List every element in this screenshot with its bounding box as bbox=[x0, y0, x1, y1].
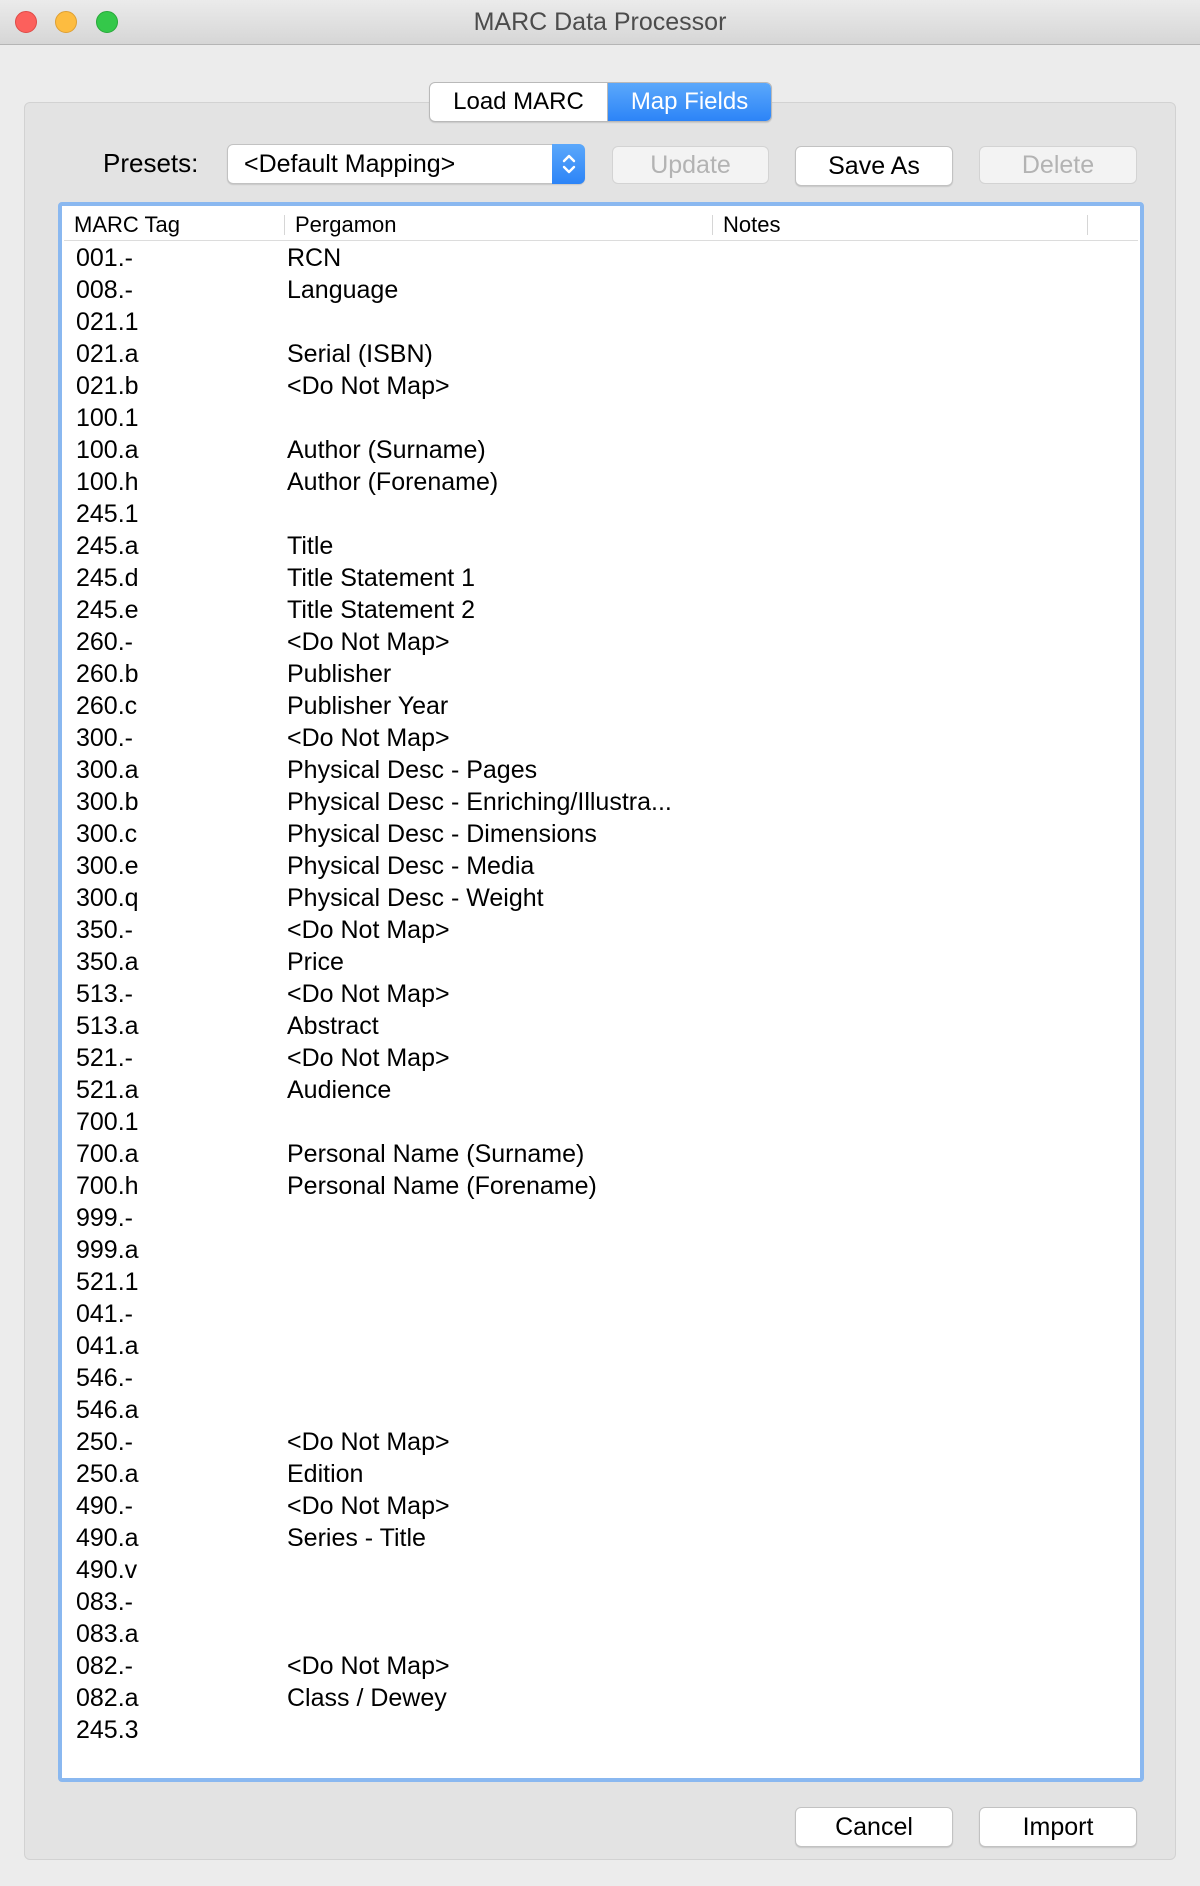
row-marc-tag: 700.1 bbox=[76, 1108, 139, 1136]
row-marc-tag: 260.b bbox=[76, 660, 139, 688]
row-marc-tag: 513.a bbox=[76, 1012, 139, 1040]
row-marc-tag: 083.- bbox=[76, 1588, 133, 1616]
row-pergamon-field: Audience bbox=[287, 1076, 392, 1104]
row-pergamon-field: Personal Name (Surname) bbox=[287, 1140, 585, 1168]
delete-button[interactable]: Delete bbox=[979, 146, 1137, 184]
row-pergamon-field: RCN bbox=[287, 244, 342, 272]
row-pergamon-field: Price bbox=[287, 948, 344, 976]
row-pergamon-field: Edition bbox=[287, 1460, 364, 1488]
table-row[interactable] bbox=[64, 1362, 1138, 1394]
row-marc-tag: 082.- bbox=[76, 1652, 133, 1680]
row-marc-tag: 021.b bbox=[76, 372, 139, 400]
row-pergamon-field: <Do Not Map> bbox=[287, 372, 450, 400]
row-pergamon-field: <Do Not Map> bbox=[287, 628, 450, 656]
row-marc-tag: 100.a bbox=[76, 436, 139, 464]
row-pergamon-field: Language bbox=[287, 276, 399, 304]
row-marc-tag: 245.3 bbox=[76, 1716, 139, 1744]
table-row[interactable] bbox=[64, 530, 1138, 562]
presets-label: Presets: bbox=[103, 148, 199, 178]
row-marc-tag: 082.a bbox=[76, 1684, 139, 1712]
row-pergamon-field: <Do Not Map> bbox=[287, 916, 450, 944]
table-row[interactable] bbox=[64, 1586, 1138, 1618]
row-marc-tag: 083.a bbox=[76, 1620, 139, 1648]
update-button[interactable]: Update bbox=[612, 146, 769, 184]
row-marc-tag: 490.- bbox=[76, 1492, 133, 1520]
table-row[interactable] bbox=[64, 754, 1138, 786]
table-row[interactable] bbox=[64, 1330, 1138, 1362]
row-marc-tag: 041.- bbox=[76, 1300, 133, 1328]
table-row[interactable] bbox=[64, 1170, 1138, 1202]
table-row[interactable] bbox=[64, 434, 1138, 466]
table-row[interactable] bbox=[64, 242, 1138, 274]
row-pergamon-field: <Do Not Map> bbox=[287, 1428, 450, 1456]
table-row[interactable] bbox=[64, 594, 1138, 626]
table-row[interactable] bbox=[64, 402, 1138, 434]
table-row[interactable] bbox=[64, 1074, 1138, 1106]
row-pergamon-field: <Do Not Map> bbox=[287, 1652, 450, 1680]
row-marc-tag: 008.- bbox=[76, 276, 133, 304]
presets-select[interactable] bbox=[227, 144, 585, 184]
row-marc-tag: 300.- bbox=[76, 724, 133, 752]
row-marc-tag: 245.e bbox=[76, 596, 139, 624]
row-marc-tag: 021.1 bbox=[76, 308, 139, 336]
table-row[interactable] bbox=[64, 338, 1138, 370]
up-down-arrows-icon bbox=[552, 144, 585, 184]
table-row[interactable] bbox=[64, 722, 1138, 754]
row-marc-tag: 490.v bbox=[76, 1556, 138, 1584]
table-row[interactable] bbox=[64, 1138, 1138, 1170]
row-marc-tag: 041.a bbox=[76, 1332, 139, 1360]
table-row[interactable] bbox=[64, 850, 1138, 882]
row-marc-tag: 521.a bbox=[76, 1076, 139, 1104]
tab-bar bbox=[429, 82, 772, 122]
table-row[interactable] bbox=[64, 1234, 1138, 1266]
row-pergamon-field: Personal Name (Forename) bbox=[287, 1172, 597, 1200]
import-button[interactable]: Import bbox=[979, 1807, 1137, 1847]
row-marc-tag: 700.a bbox=[76, 1140, 139, 1168]
save-as-button[interactable]: Save As bbox=[795, 146, 953, 186]
row-marc-tag: 513.- bbox=[76, 980, 133, 1008]
row-marc-tag: 300.c bbox=[76, 820, 138, 848]
tab-map-fields[interactable]: Map Fields bbox=[608, 83, 771, 121]
row-pergamon-field: Title bbox=[287, 532, 334, 560]
row-pergamon-field: Physical Desc - Media bbox=[287, 852, 535, 880]
row-pergamon-field: Class / Dewey bbox=[287, 1684, 447, 1712]
row-pergamon-field: Series - Title bbox=[287, 1524, 426, 1552]
column-header-notes[interactable]: Notes bbox=[723, 212, 781, 237]
table-row[interactable] bbox=[64, 914, 1138, 946]
row-marc-tag: 300.a bbox=[76, 756, 139, 784]
row-pergamon-field: Publisher bbox=[287, 660, 392, 688]
column-header-pergamon[interactable]: Pergamon bbox=[295, 212, 397, 237]
table-row[interactable] bbox=[64, 370, 1138, 402]
row-marc-tag: 300.e bbox=[76, 852, 139, 880]
row-marc-tag: 260.- bbox=[76, 628, 133, 656]
table-row[interactable] bbox=[64, 274, 1138, 306]
table-row[interactable] bbox=[64, 1298, 1138, 1330]
table-header bbox=[64, 208, 1138, 241]
row-marc-tag: 999.- bbox=[76, 1204, 133, 1232]
table-row[interactable] bbox=[64, 690, 1138, 722]
table-row[interactable] bbox=[64, 1554, 1138, 1586]
table-row[interactable] bbox=[64, 1490, 1138, 1522]
tab-load-marc[interactable]: Load MARC bbox=[430, 83, 608, 121]
row-marc-tag: 100.h bbox=[76, 468, 139, 496]
row-marc-tag: 245.a bbox=[76, 532, 139, 560]
row-marc-tag: 521.1 bbox=[76, 1268, 139, 1296]
table-row[interactable] bbox=[64, 658, 1138, 690]
row-pergamon-field: <Do Not Map> bbox=[287, 1492, 450, 1520]
row-marc-tag: 250.a bbox=[76, 1460, 139, 1488]
row-pergamon-field: <Do Not Map> bbox=[287, 980, 450, 1008]
table-row[interactable] bbox=[64, 466, 1138, 498]
row-marc-tag: 350.- bbox=[76, 916, 133, 944]
row-marc-tag: 260.c bbox=[76, 692, 138, 720]
table-row[interactable] bbox=[64, 562, 1138, 594]
column-header-marc-tag[interactable]: MARC Tag bbox=[74, 212, 180, 237]
table-row[interactable] bbox=[64, 946, 1138, 978]
mapping-table[interactable] bbox=[58, 202, 1144, 1782]
table-row[interactable] bbox=[64, 1394, 1138, 1426]
row-pergamon-field: <Do Not Map> bbox=[287, 724, 450, 752]
row-pergamon-field: Author (Forename) bbox=[287, 468, 499, 496]
row-marc-tag: 001.- bbox=[76, 244, 133, 272]
row-marc-tag: 350.a bbox=[76, 948, 139, 976]
window-title: MARC Data Processor bbox=[473, 8, 727, 36]
row-marc-tag: 546.a bbox=[76, 1396, 139, 1424]
row-marc-tag: 300.b bbox=[76, 788, 139, 816]
row-pergamon-field: Abstract bbox=[287, 1012, 379, 1040]
row-marc-tag: 245.d bbox=[76, 564, 139, 592]
row-marc-tag: 490.a bbox=[76, 1524, 139, 1552]
table-body bbox=[64, 242, 1138, 1746]
table-row[interactable] bbox=[64, 498, 1138, 530]
table-row[interactable] bbox=[64, 1682, 1138, 1714]
row-marc-tag: 700.h bbox=[76, 1172, 139, 1200]
row-marc-tag: 245.1 bbox=[76, 500, 139, 528]
row-pergamon-field: Serial (ISBN) bbox=[287, 340, 433, 368]
table-row[interactable] bbox=[64, 1522, 1138, 1554]
table-row[interactable] bbox=[64, 1202, 1138, 1234]
row-marc-tag: 999.a bbox=[76, 1236, 139, 1264]
table-row[interactable] bbox=[64, 1458, 1138, 1490]
table-row[interactable] bbox=[64, 1650, 1138, 1682]
table-row[interactable] bbox=[64, 1106, 1138, 1138]
row-pergamon-field: Title Statement 2 bbox=[287, 596, 476, 624]
column-divider[interactable] bbox=[1087, 215, 1088, 235]
table-row[interactable] bbox=[64, 1618, 1138, 1650]
row-pergamon-field: Physical Desc - Pages bbox=[287, 756, 538, 784]
row-marc-tag: 300.q bbox=[76, 884, 139, 912]
table-row[interactable] bbox=[64, 1426, 1138, 1458]
table-row[interactable] bbox=[64, 978, 1138, 1010]
table-row[interactable] bbox=[64, 1266, 1138, 1298]
row-marc-tag: 250.- bbox=[76, 1428, 133, 1456]
row-pergamon-field: Author (Surname) bbox=[287, 436, 486, 464]
row-pergamon-field: Physical Desc - Dimensions bbox=[287, 820, 597, 848]
row-marc-tag: 546.- bbox=[76, 1364, 133, 1392]
table-row[interactable] bbox=[64, 1714, 1138, 1746]
table-row[interactable] bbox=[64, 818, 1138, 850]
row-marc-tag: 021.a bbox=[76, 340, 139, 368]
presets-select-value: <Default Mapping> bbox=[244, 150, 456, 178]
table-row[interactable] bbox=[64, 626, 1138, 658]
table-row[interactable] bbox=[64, 306, 1138, 338]
row-marc-tag: 521.- bbox=[76, 1044, 133, 1072]
cancel-button[interactable]: Cancel bbox=[795, 1807, 953, 1847]
table-row[interactable] bbox=[64, 1010, 1138, 1042]
row-pergamon-field: <Do Not Map> bbox=[287, 1044, 450, 1072]
table-row[interactable] bbox=[64, 786, 1138, 818]
row-pergamon-field: Publisher Year bbox=[287, 692, 449, 720]
row-pergamon-field: Physical Desc - Enriching/Illustra... bbox=[287, 788, 672, 816]
row-pergamon-field: Physical Desc - Weight bbox=[287, 884, 544, 912]
row-marc-tag: 100.1 bbox=[76, 404, 139, 432]
title-bar bbox=[0, 0, 1200, 45]
table-row[interactable] bbox=[64, 1042, 1138, 1074]
row-pergamon-field: Title Statement 1 bbox=[287, 564, 476, 592]
table-row[interactable] bbox=[64, 882, 1138, 914]
